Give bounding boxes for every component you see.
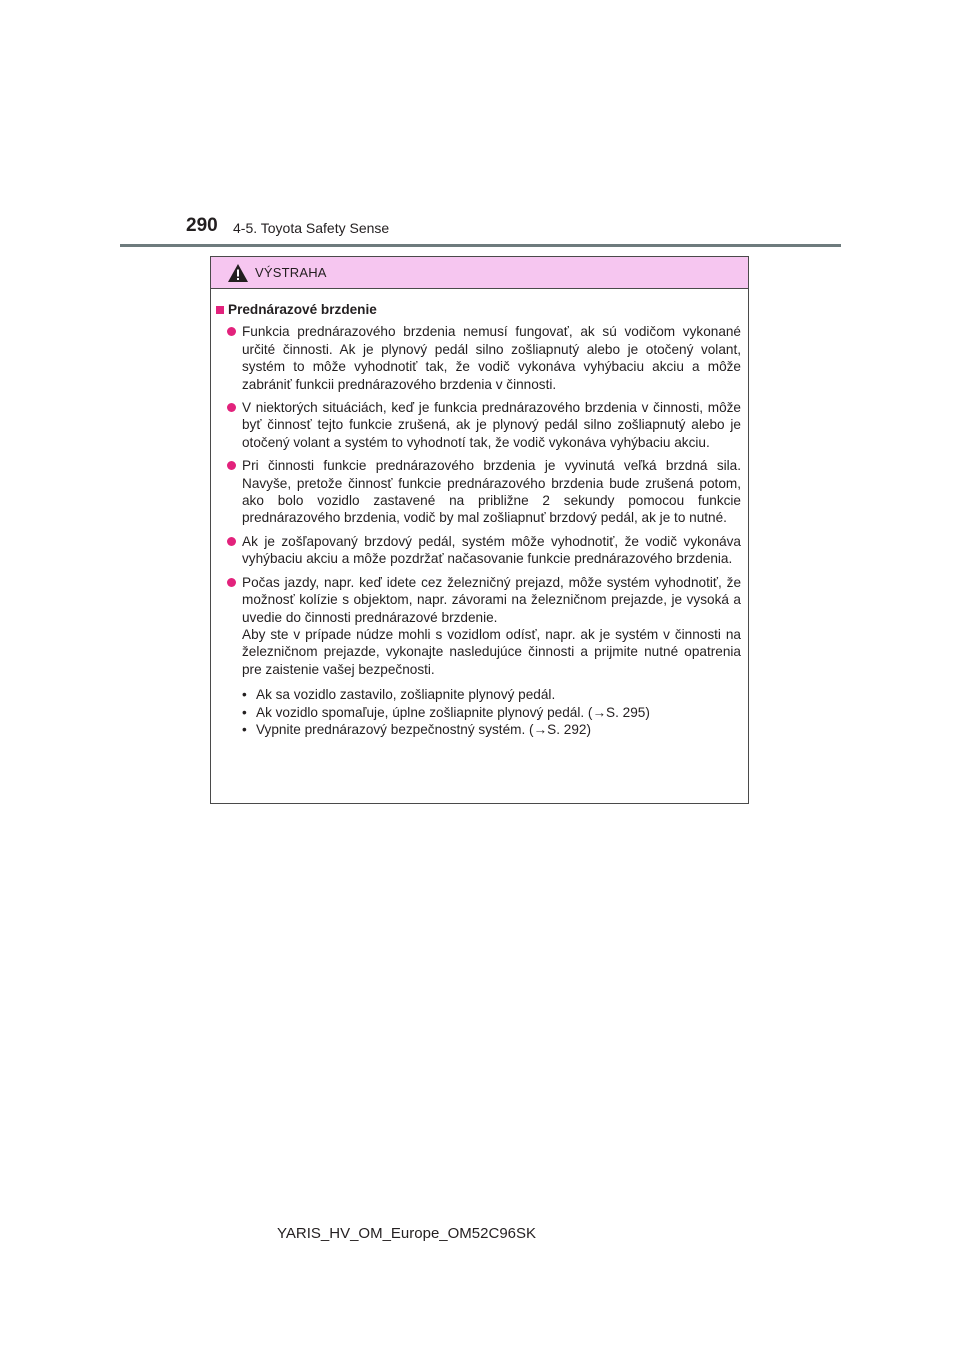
- warning-point-text: Pri činnosti funkcie prednárazového brzdenia je vyvinutá veľká brzdná sila. Navyše, pretože činnosť funkcie prednárazového brzdenia bude zrušená potom, ako bolo vozidlo zastavené na približne 2 sekundy pomocou funkcie prednárazového brzdenia, vodič by mal zošliapnuť brzdový pedál, ak je to nutné.: [242, 458, 741, 526]
- small-bullet-icon: •: [242, 721, 247, 737]
- warning-point-text: [242, 574, 741, 739]
- list-item: • Ak vozidlo spomaľuje, úplne zošliapnite plynový pedál. (→S. 295): [242, 704, 650, 720]
- warning-point: [216, 323, 741, 393]
- topic-label: Prednárazové brzdenie: [228, 302, 377, 317]
- header-rule: [120, 244, 841, 247]
- round-bullet-icon: [227, 461, 236, 470]
- list-item: • Ak sa vozidlo zastavilo, zošliapnite plynový pedál.: [242, 687, 556, 703]
- action-list: [242, 686, 741, 738]
- round-bullet-icon: [227, 578, 236, 587]
- small-bullet-icon: •: [242, 704, 247, 720]
- warning-body: [211, 289, 748, 738]
- paragraph: Aby ste v prípade núdze mohli s vozidlom odísť, napr. ak je systém v činnosti na železničnom prejazde, vykonajte nasledujúce činnosti a prijmite nutné opatrenia pre zaistenie vašej bezpečnosti.: [242, 626, 741, 677]
- page-number: 290: [186, 215, 218, 236]
- round-bullet-icon: [227, 327, 236, 336]
- paragraph: Počas jazdy, napr. keď idete cez železničný prejazd, môže systém vyhodnotiť, že možnosť kolízie s objektom, napr. závorami na železničnom prejazde, je vysoká a uvedie do činnosti prednárazové brzdenie.: [242, 574, 741, 625]
- warning-point: [216, 533, 741, 568]
- round-bullet-icon: [227, 403, 236, 412]
- warning-triangle-icon: [227, 263, 249, 283]
- warning-point-text: Funkcia prednárazového brzdenia nemusí fungovať, ak sú vodičom vykonané určité činnosti. Ak je plynový pedál silno zošliapnutý alebo je otočený volant, systém to môže vyhodnotiť tak, že vodič vykonáva vyhýbaciu akciu a môže zabrániť funkcii prednárazového brzdenia v činnosti.: [242, 324, 741, 392]
- warning-point: [216, 399, 741, 451]
- warning-point-text: V niektorých situáciách, keď je funkcia prednárazového brzdenia v činnosti, môže byť činnosť tejto funkcie zrušená, ak je plynový pedál silno zošliapnutý alebo je otočený volant a systém to vyhodnotí tak, že vodič vykonáva vyhýbaciu akciu.: [242, 400, 741, 450]
- warning-point-text: Ak je zošľapovaný brzdový pedál, systém môže vyhodnotiť, že vodič vykonáva vyhýbaciu akciu a môže pozdržať načasovanie funkcie prednárazového brzdenia.: [242, 533, 741, 567]
- footer-code: YARIS_HV_OM_Europe_OM52C96SK: [277, 1225, 537, 1242]
- topic-heading: [216, 301, 741, 318]
- list-item: • Vypnite prednárazový bezpečnostný systém. (→S. 292): [242, 721, 591, 737]
- square-bullet-icon: [216, 306, 224, 314]
- small-bullet-icon: •: [242, 687, 247, 703]
- warning-box: [210, 256, 749, 804]
- round-bullet-icon: [227, 537, 236, 546]
- warning-header: [211, 257, 748, 289]
- warning-title: VÝSTRAHA: [255, 265, 327, 280]
- warning-point: [216, 457, 741, 527]
- section-title: 4-5. Toyota Safety Sense: [233, 220, 390, 236]
- warning-point: [216, 574, 741, 739]
